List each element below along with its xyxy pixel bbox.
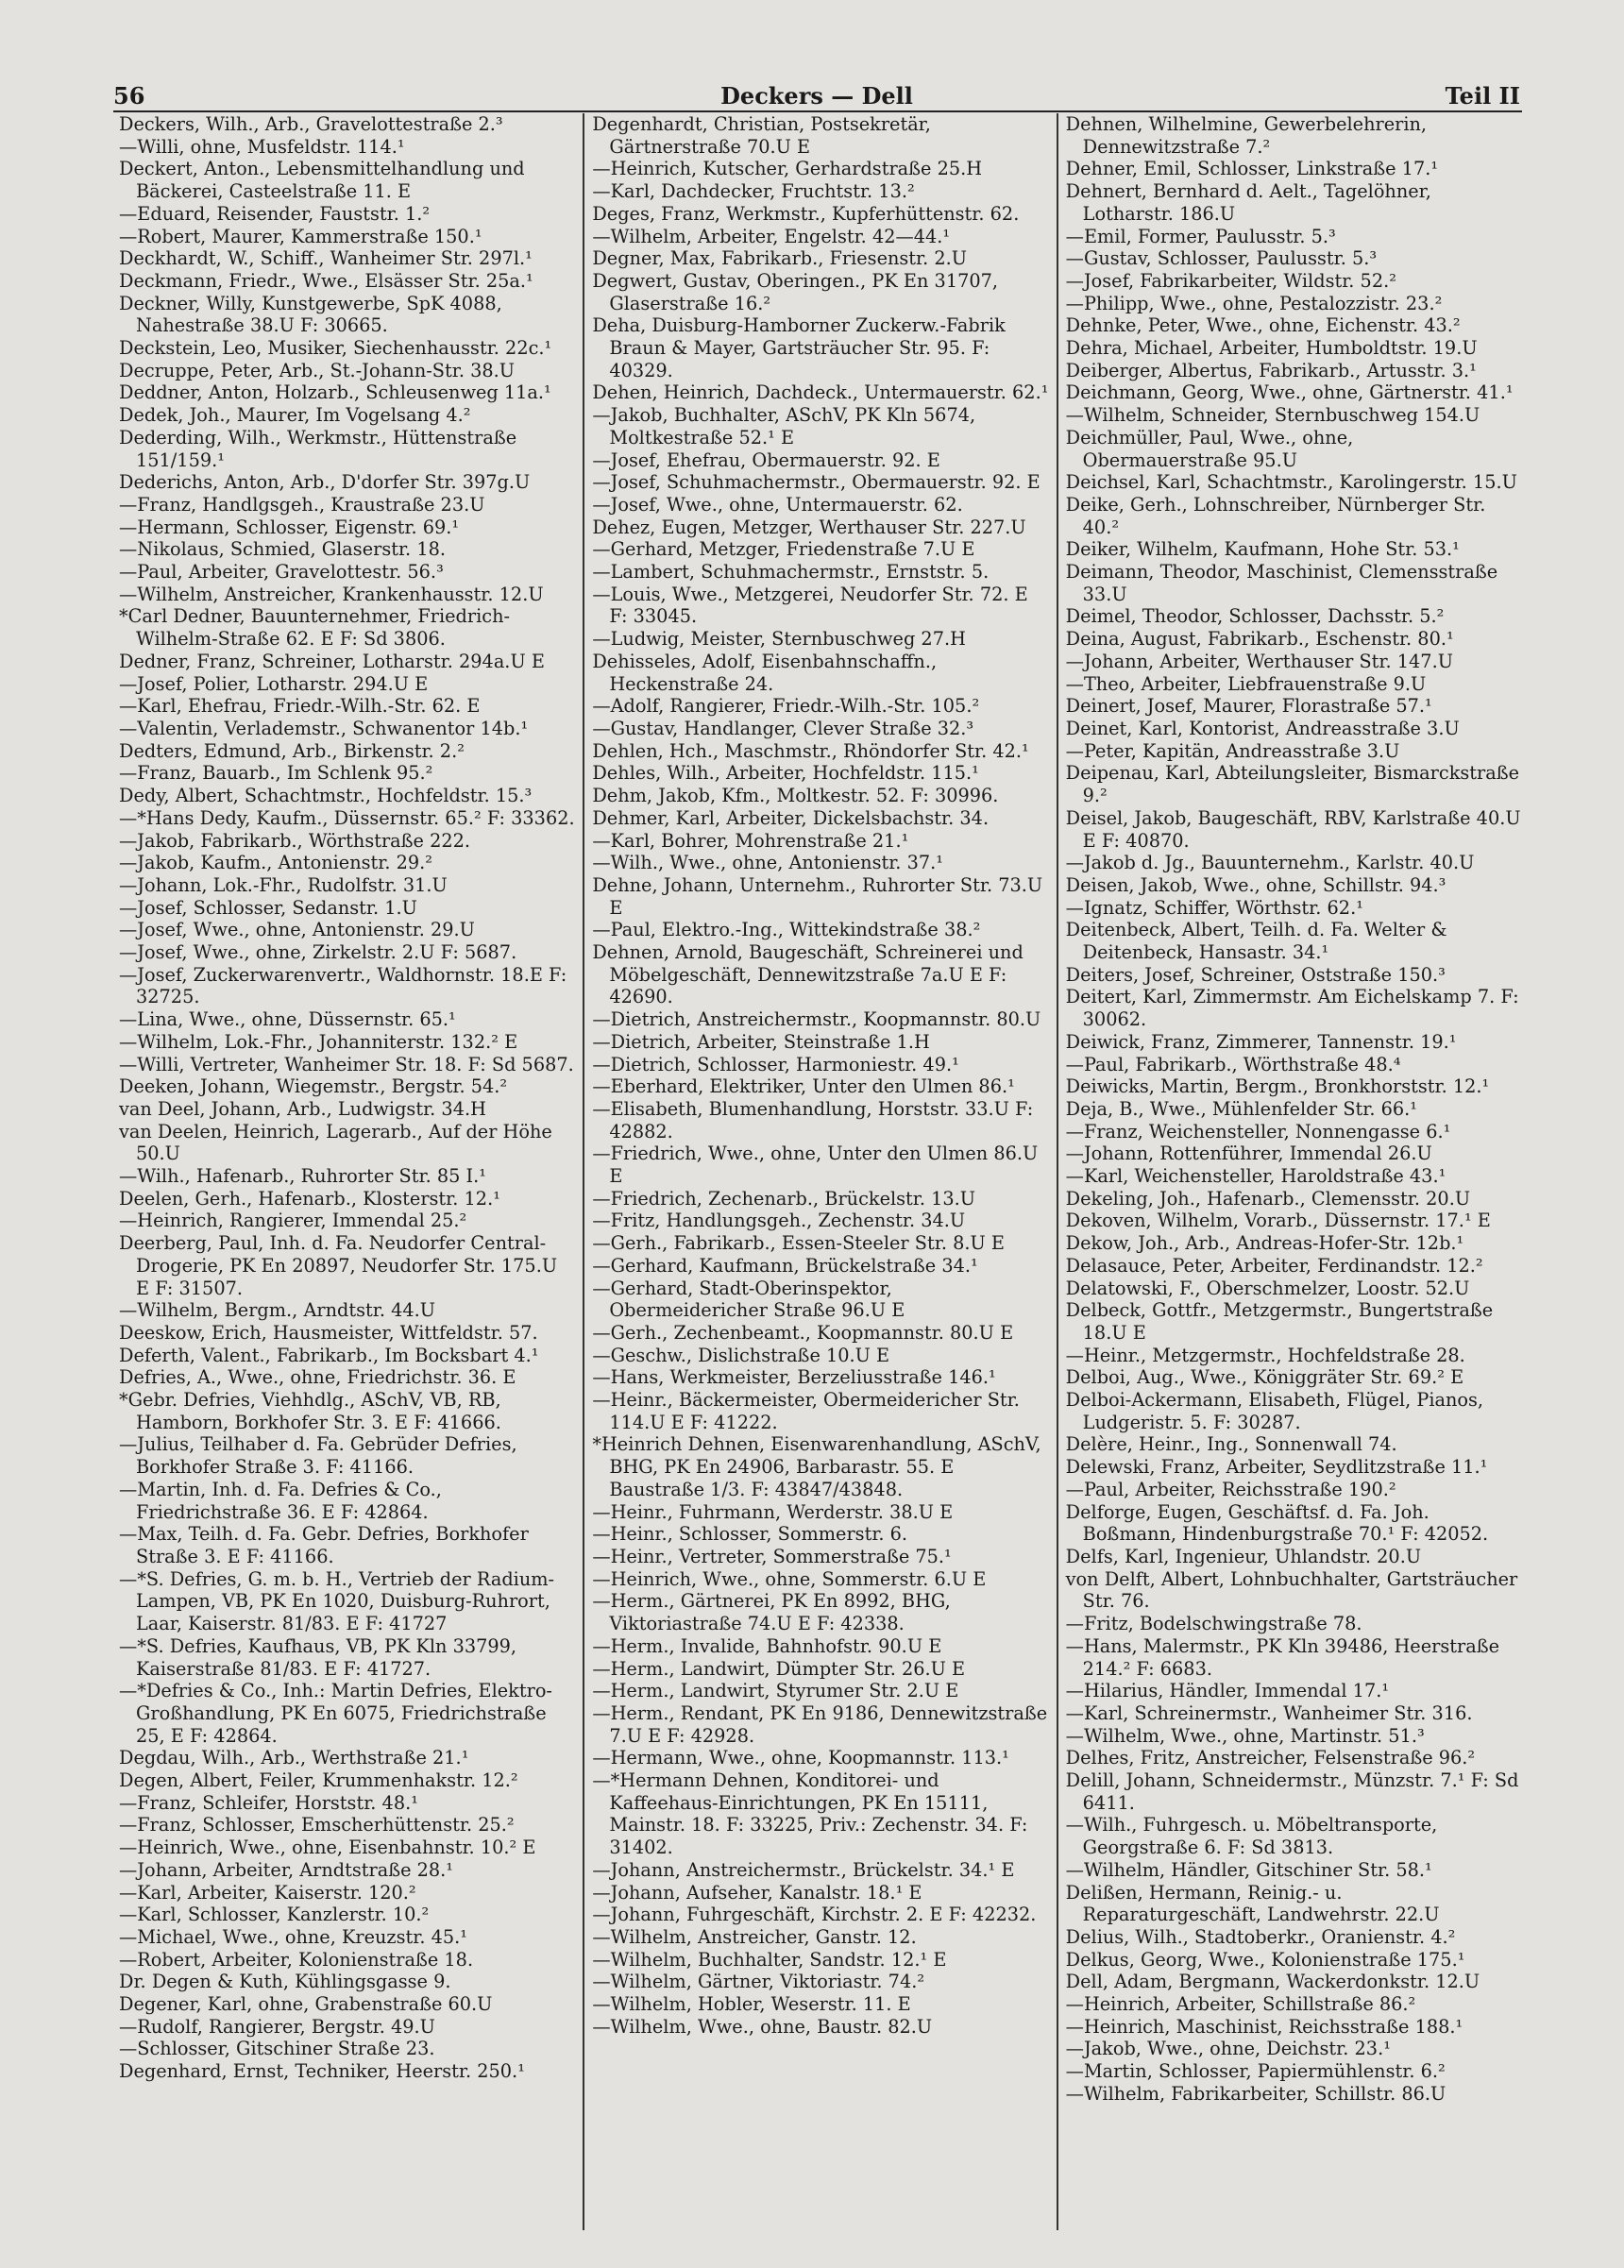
- page-header: [113, 77, 1520, 110]
- directory-entry: Deinet, Karl, Kontorist, Andreasstraße 3.U: [1065, 717, 1460, 739]
- directory-entry: Deckers, Wilh., Arb., Gravelottestraße 2.³: [119, 113, 503, 135]
- directory-entry: —Josef, Polier, Lotharstr. 294.U E: [119, 672, 429, 695]
- directory-entry: Dedek, Joh., Maurer, Im Vogelsang 4.²: [119, 404, 471, 427]
- directory-entry: Deckner, Willy, Kunstgewerbe, SpK 4088, Nahestraße 38.U F: 30665.: [119, 292, 502, 337]
- directory-entry: Dehez, Eugen, Metzger, Werthauser Str. 227.U: [592, 516, 1026, 538]
- directory-entry: Deha, Duisburg-Hamborner Zuckerw.-Fabrik Braun & Mayer, Gartsträucher Str. 95. F: 40329.: [592, 314, 1006, 381]
- columns: [111, 113, 1530, 2230]
- directory-entry: —Herm., Invalide, Bahnhofstr. 90.U E: [592, 1634, 942, 1657]
- directory-entry: —Jakob, Buchhalter, ASchV, PK Kln 5674, Moltkestraße 52.¹ E: [592, 404, 976, 449]
- directory-entry: —Max, Teilh. d. Fa. Gebr. Defries, Borkhofer Straße 3. E F: 41166.: [119, 1523, 529, 1567]
- directory-entry: —Dietrich, Schlosser, Harmoniestr. 49.¹: [592, 1053, 959, 1075]
- directory-entry: —Dietrich, Arbeiter, Steinstraße 1.H: [592, 1030, 930, 1053]
- directory-entry: Delius, Wilh., Stadtoberkr., Oranienstr. 4.²: [1065, 1925, 1456, 1948]
- directory-entry: Deiters, Josef, Schreiner, Oststraße 150.³: [1065, 963, 1446, 986]
- directory-entry: —Franz, Handlgsgeh., Kraustraße 23.U: [119, 493, 485, 516]
- directory-entry: —Paul, Arbeiter, Gravelottestr. 56.³: [119, 561, 444, 584]
- directory-entry: Dederichs, Anton, Arb., D'dorfer Str. 397g.U: [119, 471, 531, 494]
- directory-entry: —Karl, Dachdecker, Fruchtstr. 13.²: [592, 180, 915, 203]
- directory-entry: —Robert, Maurer, Kammerstraße 150.¹: [119, 225, 482, 247]
- directory-entry: —Nikolaus, Schmied, Glaserstr. 18.: [119, 538, 446, 561]
- directory-entry: —Franz, Schlosser, Emscherhüttenstr. 25.²: [119, 1814, 515, 1836]
- directory-entry: Dedy, Albert, Schachtmstr., Hochfeldstr. 15.³: [119, 785, 533, 807]
- directory-entry: von Delft, Albert, Lohnbuchhalter, Gartsträucher Str. 76.: [1065, 1567, 1518, 1613]
- directory-entry: —Gustav, Handlanger, Clever Straße 32.³: [592, 717, 974, 739]
- directory-entry: Dehles, Wilh., Arbeiter, Hochfeldstr. 115.¹: [592, 762, 979, 785]
- directory-entry: van Deel, Johann, Arb., Ludwigstr. 34.H: [119, 1097, 486, 1120]
- directory-entry: —Ignatz, Schiffer, Wörthstr. 62.¹: [1065, 896, 1363, 919]
- directory-entry: —Jakob, Kaufm., Antonienstr. 29.²: [119, 852, 433, 874]
- directory-entry: —Johann, Anstreichermstr., Brückelstr. 34.¹ E: [592, 1858, 1015, 1881]
- directory-entry: Deimel, Theodor, Schlosser, Dachsstr. 5.²: [1065, 605, 1445, 628]
- column-3: [1057, 113, 1530, 2230]
- directory-entry: —Johann, Arbeiter, Arndtstraße 28.¹: [119, 1858, 454, 1881]
- directory-entry: Deckhardt, W., Schiff., Wanheimer Str. 297l.¹: [119, 247, 533, 270]
- directory-entry: Degenhardt, Christian, Postsekretär, Gärtnerstraße 70.U E: [592, 113, 931, 158]
- directory-entry: Deeken, Johann, Wiegemstr., Bergstr. 54.²: [119, 1075, 508, 1098]
- directory-entry: Dehisseles, Adolf, Eisenbahnschaffn., Heckenstraße 24.: [592, 650, 938, 695]
- directory-entry: *Heinrich Dehnen, Eisenwarenhandlung, ASchV, BHG, PK En 24906, Barbarastr. 55. E Baustraße 1/3. F: 43847/43848.: [592, 1433, 1041, 1500]
- directory-entry: Deinert, Josef, Maurer, Florastraße 57.¹: [1065, 695, 1432, 718]
- directory-entry: —Wilhelm, Wwe., ohne, Martinstr. 51.³: [1065, 1724, 1425, 1747]
- directory-entry: —Johann, Lok.-Fhr., Rudolfstr. 31.U: [119, 873, 448, 896]
- directory-entry: —Willi, Vertreter, Wanheimer Str. 18. F: Sd 5687.: [119, 1053, 574, 1075]
- directory-entry: Dehner, Emil, Schlosser, Linkstraße 17.¹: [1065, 158, 1439, 180]
- directory-entry: Dedters, Edmund, Arb., Birkenstr. 2.²: [119, 739, 465, 762]
- directory-entry: —Wilhelm, Anstreicher, Krankenhausstr. 12.U: [119, 583, 544, 605]
- directory-entry: —Gerhard, Kaufmann, Brückelstraße 34.¹: [592, 1254, 978, 1277]
- directory-entry: Dederding, Wilh., Werkmstr., Hüttenstraße 151/159.¹: [119, 426, 517, 471]
- directory-entry: Delill, Johann, Schneidermstr., Münzstr. 7.¹ F: Sd 6411.: [1065, 1769, 1519, 1814]
- directory-entry: —Josef, Wwe., ohne, Zirkelstr. 2.U F: 5687.: [119, 941, 517, 964]
- directory-entry: —Peter, Kapitän, Andreasstraße 3.U: [1065, 739, 1400, 762]
- directory-entry: —*S. Defries, Kaufhaus, VB, PK Kln 33799, Kaiserstraße 81/83. E F: 41727.: [119, 1634, 517, 1680]
- directory-entry: —*Hans Dedy, Kaufm., Düssernstr. 65.² F: 33362.: [119, 806, 575, 829]
- column-1: [111, 113, 583, 2230]
- directory-entry: —Josef, Wwe., ohne, Untermauerstr. 62.: [592, 493, 963, 516]
- directory-entry: —*Hermann Dehnen, Konditorei- und Kaffeehaus-Einrichtungen, PK En 15111, Mainstr. 18. F: 33225, Priv.: Zechenstr. 34. F: 31402.: [592, 1769, 1028, 1859]
- directory-entry: Deiker, Wilhelm, Kaufmann, Hohe Str. 53.¹: [1065, 538, 1460, 561]
- directory-entry: —Johann, Fuhrgeschäft, Kirchstr. 2. E F: 42232.: [592, 1904, 1037, 1926]
- directory-entry: —Wilh., Fuhrgesch. u. Möbeltransporte, Georgstraße 6. F: Sd 3813.: [1065, 1814, 1438, 1859]
- directory-entry: —Lina, Wwe., ohne, Düssernstr. 65.¹: [119, 1008, 456, 1031]
- page-number: 56: [113, 82, 145, 110]
- directory-entry: Delatowski, F., Oberschmelzer, Loostr. 52.U: [1065, 1277, 1470, 1299]
- directory-entry: —Heinrich, Arbeiter, Schillstraße 86.²: [1065, 1993, 1416, 2016]
- directory-entry: Deisen, Jakob, Wwe., ohne, Schillstr. 94.³: [1065, 873, 1446, 896]
- directory-entry: Degwert, Gustav, Oberingen., PK En 31707, Glaserstraße 16.²: [592, 269, 999, 314]
- directory-entry: Deckert, Anton., Lebensmittelhandlung und Bäckerei, Casteelstraße 11. E: [119, 158, 525, 203]
- directory-entry: Decruppe, Peter, Arb., St.-Johann-Str. 38.U: [119, 359, 515, 381]
- directory-entry: Degner, Max, Fabrikarb., Friesenstr. 2.U: [592, 247, 968, 270]
- directory-entry: Deitenbeck, Albert, Teilh. d. Fa. Welter & Deitenbeck, Hansastr. 34.¹: [1065, 919, 1447, 964]
- directory-entry: —Jakob, Fabrikarb., Wörthstraße 222.: [119, 829, 471, 852]
- directory-entry: —Karl, Schlosser, Kanzlerstr. 10.²: [119, 1904, 430, 1926]
- directory-entry: —Gerhard, Stadt-Oberinspektor, Obermeidericher Straße 96.U E: [592, 1277, 905, 1322]
- directory-entry: Deferth, Valent., Fabrikarb., Im Bocksbart 4.¹: [119, 1344, 539, 1366]
- directory-entry: Delasauce, Peter, Arbeiter, Ferdinandstr. 12.²: [1065, 1254, 1483, 1277]
- directory-entry: —Wilhelm, Schneider, Sternbuschweg 154.U: [1065, 404, 1480, 427]
- directory-entry: —Heinr., Bäckermeister, Obermeidericher Str. 114.U E F: 41222.: [592, 1389, 1020, 1433]
- directory-entry: Degener, Karl, ohne, Grabenstraße 60.U: [119, 1993, 493, 2016]
- directory-entry: Deisel, Jakob, Baugeschäft, RBV, Karlstraße 40.U E F: 40870.: [1065, 806, 1521, 852]
- directory-entry: Deiwick, Franz, Zimmerer, Tannenstr. 19.¹: [1065, 1030, 1457, 1053]
- directory-entry: —Heinrich, Kutscher, Gerhardstraße 25.H: [592, 158, 983, 180]
- directory-entry: —Johann, Aufseher, Kanalstr. 18.¹ E: [592, 1881, 922, 1904]
- directory-entry: —Wilhelm, Buchhalter, Sandstr. 12.¹ E: [592, 1948, 947, 1971]
- directory-entry: —Gerhard, Metzger, Friedenstraße 7.U E: [592, 538, 975, 561]
- directory-entry: Dehm, Jakob, Kfm., Moltkestr. 52. F: 30996.: [592, 785, 999, 807]
- directory-entry: —Willi, ohne, Musfeldstr. 114.¹: [119, 135, 405, 158]
- directory-entry: —Wilhelm, Arbeiter, Engelstr. 42—44.¹: [592, 225, 951, 247]
- directory-entry: —Josef, Fabrikarbeiter, Wildstr. 52.²: [1065, 269, 1396, 292]
- directory-entry: —Eduard, Reisender, Fauststr. 1.²: [119, 202, 431, 225]
- directory-entry: —*Defries & Co., Inh.: Martin Defries, Elektro-Großhandlung, PK En 6075, Friedrichstraße 25, E F: 42864.: [119, 1680, 552, 1747]
- directory-entry: —Hermann, Schlosser, Eigenstr. 69.¹: [119, 516, 460, 538]
- directory-entry: —Josef, Ehefrau, Obermauerstr. 92. E: [592, 449, 940, 471]
- directory-entry: *Carl Dedner, Bauunternehmer, Friedrich-Wilhelm-Straße 62. E F: Sd 3806.: [119, 605, 511, 651]
- directory-entry: —Paul, Elektro.-Ing., Wittekindstraße 38.²: [592, 919, 981, 941]
- directory-entry: Deckmann, Friedr., Wwe., Elsässer Str. 25a.¹: [119, 269, 533, 292]
- directory-entry: Deja, B., Wwe., Mühlenfelder Str. 66.¹: [1065, 1097, 1418, 1120]
- directory-entry: —Heinrich, Wwe., ohne, Eisenbahnstr. 10.² E: [119, 1836, 536, 1859]
- directory-entry: —Gerh., Zechenbeamt., Koopmannstr. 80.U E: [592, 1321, 1014, 1344]
- directory-entry: —Wilhelm, Lok.-Fhr., Johanniterstr. 132.² E: [119, 1030, 518, 1053]
- directory-entry: Delboi, Aug., Wwe., Königgräter Str. 69.² E: [1065, 1366, 1464, 1389]
- directory-entry: —Franz, Bauarb., Im Schlenk 95.²: [119, 762, 433, 785]
- directory-entry: —Wilhelm, Hobler, Weserstr. 11. E: [592, 1993, 911, 2016]
- directory-entry: —Karl, Ehefrau, Friedr.-Wilh.-Str. 62. E: [119, 695, 481, 718]
- directory-entry: Delère, Heinr., Ing., Sonnenwall 74.: [1065, 1433, 1397, 1456]
- directory-entry: Delboi-Ackermann, Elisabeth, Flügel, Pianos, Ludgeristr. 5. F: 30287.: [1065, 1389, 1484, 1433]
- directory-entry: —Heinrich, Rangierer, Immendal 25.²: [119, 1210, 467, 1232]
- directory-entry: —*S. Defries, G. m. b. H., Vertrieb der Radium-Lampen, VB, PK En 1020, Duisburg-Ruhrort, Laar, Kaiserstr. 81/83. E F: 41727: [119, 1567, 555, 1635]
- directory-entry: —Paul, Fabrikarb., Wörthstraße 48.⁴: [1065, 1053, 1401, 1075]
- directory-entry: —Paul, Arbeiter, Reichsstraße 190.²: [1065, 1478, 1396, 1500]
- directory-entry: Deiwicks, Martin, Bergm., Bronkhorststr. 12.¹: [1065, 1075, 1490, 1098]
- directory-entry: —Philipp, Wwe., ohne, Pestalozzistr. 23.²: [1065, 292, 1443, 314]
- directory-entry: —Josef, Schlosser, Sedanstr. 1.U: [119, 896, 417, 919]
- directory-entry: *Gebr. Defries, Viehhdlg., ASchV, VB, RB, Hamborn, Borkhofer Str. 3. E F: 41666.: [119, 1389, 501, 1433]
- directory-entry: Deike, Gerh., Lohnschreiber, Nürnberger Str. 40.²: [1065, 493, 1486, 538]
- directory-entry: Dehnert, Bernhard d. Aelt., Tagelöhner, Lotharstr. 186.U: [1065, 180, 1431, 225]
- directory-entry: —Gerh., Fabrikarb., Essen-Steeler Str. 8.U E: [592, 1232, 1005, 1255]
- directory-entry: Deiberger, Albertus, Fabrikarb., Artusstr. 3.¹: [1065, 359, 1477, 381]
- directory-entry: —Elisabeth, Blumenhandlung, Horststr. 33.U F: 42882.: [592, 1097, 1034, 1142]
- directory-entry: Deeskow, Erich, Hausmeister, Wittfeldstr. 57.: [119, 1321, 538, 1344]
- header-rule: [113, 110, 1522, 112]
- directory-entry: —Herm., Gärtnerei, PK En 8992, BHG, Viktoriastraße 74.U E F: 42338.: [592, 1590, 951, 1635]
- directory-entry: —Adolf, Rangierer, Friedr.-Wilh.-Str. 105.²: [592, 695, 980, 718]
- directory-entry: —Johann, Arbeiter, Werthauser Str. 147.U: [1065, 650, 1453, 672]
- directory-entry: —Herm., Landwirt, Styrumer Str. 2.U E: [592, 1680, 959, 1702]
- directory-entry: —Julius, Teilhaber d. Fa. Gebrüder Defries, Borkhofer Straße 3. F: 41166.: [119, 1433, 517, 1479]
- directory-entry: —Heinr., Schlosser, Sommerstr. 6.: [592, 1523, 908, 1546]
- directory-entry: Deichmann, Georg, Wwe., ohne, Gärtnerstr. 41.¹: [1065, 381, 1514, 404]
- page-part: Teil II: [1445, 82, 1520, 110]
- directory-entry: —Jakob d. Jg., Bauunternehm., Karlstr. 40.U: [1065, 852, 1475, 874]
- directory-entry: —Franz, Weichensteller, Nonnengasse 6.¹: [1065, 1120, 1451, 1142]
- directory-entry: —Wilhelm, Gärtner, Viktoriastr. 74.²: [592, 1971, 925, 1993]
- directory-entry: Dekow, Joh., Arb., Andreas-Hofer-Str. 12b.¹: [1065, 1232, 1464, 1255]
- directory-entry: —Wilhelm, Fabrikarbeiter, Schillstr. 86.U: [1065, 2082, 1446, 2105]
- directory-entry: Delkus, Georg, Wwe., Kolonienstraße 175.¹: [1065, 1948, 1465, 1971]
- directory-entry: Degen, Albert, Feiler, Krummenhakstr. 12.²: [119, 1769, 518, 1792]
- directory-entry: Delfs, Karl, Ingenieur, Uhlandstr. 20.U: [1065, 1546, 1422, 1567]
- directory-entry: —Lambert, Schuhmachermstr., Ernststr. 5.: [592, 561, 990, 584]
- directory-entry: —Herm., Rendant, PK En 9186, Dennewitzstraße 7.U E F: 42928.: [592, 1701, 1048, 1747]
- directory-entry: —Eberhard, Elektriker, Unter den Ulmen 86.¹: [592, 1075, 1015, 1098]
- directory-entry: Deges, Franz, Werkmstr., Kupferhüttenstr. 62.: [592, 202, 1020, 225]
- directory-entry: —Josef, Schuhmachermstr., Obermauerstr. 92. E: [592, 471, 1040, 494]
- directory-entry: Dehlen, Hch., Maschmstr., Rhöndorfer Str. 42.¹: [592, 739, 1029, 762]
- directory-entry: Dehnen, Arnold, Baugeschäft, Schreinerei und Möbelgeschäft, Dennewitzstraße 7a.U E F: 42690.: [592, 941, 1023, 1008]
- directory-entry: —Johann, Rottenführer, Immendal 26.U: [1065, 1142, 1432, 1165]
- directory-entry: —Wilhelm, Wwe., ohne, Baustr. 82.U: [592, 2015, 933, 2038]
- directory-entry: —Josef, Wwe., ohne, Antonienstr. 29.U: [119, 919, 475, 941]
- directory-entry: Dehen, Heinrich, Dachdeck., Untermauerstr. 62.¹: [592, 381, 1049, 404]
- directory-entry: Dehnke, Peter, Wwe., ohne, Eichenstr. 43.²: [1065, 314, 1461, 337]
- directory-entry: —Josef, Zuckerwarenvertr., Waldhornstr. 18.E F: 32725.: [119, 963, 567, 1008]
- directory-entry: Dehnen, Wilhelmine, Gewerbelehrerin, Dennewitzstraße 7.²: [1065, 113, 1428, 158]
- directory-entry: —Franz, Schleifer, Horststr. 48.¹: [119, 1791, 418, 1814]
- directory-entry: —Gustav, Schlosser, Paulusstr. 5.³: [1065, 247, 1378, 270]
- directory-entry: —Theo, Arbeiter, Liebfrauenstraße 9.U: [1065, 672, 1427, 695]
- directory-entry: Deckstein, Leo, Musiker, Siechenhausstr. 22c.¹: [119, 337, 552, 360]
- directory-entry: —Herm., Landwirt, Dümpter Str. 26.U E: [592, 1657, 966, 1680]
- directory-entry: —Wilh., Wwe., ohne, Antonienstr. 37.¹: [592, 852, 943, 874]
- directory-entry: —Friedrich, Wwe., ohne, Unter den Ulmen 86.U E: [592, 1142, 1039, 1188]
- directory-entry: —Dietrich, Anstreichermstr., Koopmannstr. 80.U: [592, 1008, 1041, 1031]
- directory-entry: —Ludwig, Meister, Sternbuschweg 27.H: [592, 628, 966, 651]
- directory-entry: —Hans, Malermstr., PK Kln 39486, Heerstraße 214.² F: 6683.: [1065, 1634, 1499, 1680]
- directory-entry: —Geschw., Dislichstraße 10.U E: [592, 1344, 890, 1366]
- directory-entry: —Louis, Wwe., Metzgerei, Neudorfer Str. 72. E F: 33045.: [592, 583, 1028, 628]
- directory-entry: Degdau, Wilh., Arb., Werthstraße 21.¹: [119, 1747, 469, 1769]
- directory-entry: Delewski, Franz, Arbeiter, Seydlitzstraße 11.¹: [1065, 1456, 1488, 1479]
- directory-entry: Delißen, Hermann, Reinig.- u. Reparaturgeschäft, Landwehrstr. 22.U: [1065, 1881, 1440, 1926]
- directory-entry: Delhes, Fritz, Anstreicher, Felsenstraße 96.²: [1065, 1747, 1476, 1769]
- directory-entry: —Heinr., Fuhrmann, Werderstr. 38.U E: [592, 1500, 954, 1523]
- directory-entry: —Heinr., Vertreter, Sommerstraße 75.¹: [592, 1546, 952, 1567]
- directory-entry: —Karl, Weichensteller, Haroldstraße 43.¹: [1065, 1165, 1446, 1188]
- directory-entry: —Martin, Inh. d. Fa. Defries & Co., Friedrichstraße 36. E F: 42864.: [119, 1478, 442, 1523]
- directory-entry: —Martin, Schlosser, Papiermühlenstr. 6.²: [1065, 2060, 1446, 2083]
- directory-entry: Defries, A., Wwe., ohne, Friedrichstr. 36. E: [119, 1366, 516, 1389]
- column-2: [583, 113, 1056, 2230]
- directory-entry: Dehne, Johann, Unternehm., Ruhrorter Str. 73.U E: [592, 873, 1043, 919]
- directory-entry: —Hermann, Wwe., ohne, Koopmannstr. 113.¹: [592, 1747, 1009, 1769]
- directory-entry: —Friedrich, Zechenarb., Brückelstr. 13.U: [592, 1187, 976, 1210]
- directory-entry: —Hans, Werkmeister, Berzeliusstraße 146.¹: [592, 1366, 996, 1389]
- directory-entry: Deddner, Anton, Holzarb., Schleusenweg 11a.¹: [119, 381, 551, 404]
- directory-entry: Dr. Degen & Kuth, Kühlingsgasse 9.: [119, 1971, 451, 1993]
- directory-entry: —Rudolf, Rangierer, Bergstr. 49.U: [119, 2015, 435, 2038]
- directory-entry: Degenhard, Ernst, Techniker, Heerstr. 250.¹: [119, 2060, 525, 2083]
- directory-entry: —Jakob, Wwe., ohne, Deichstr. 23.¹: [1065, 2038, 1391, 2060]
- directory-entry: Dehmer, Karl, Arbeiter, Dickelsbachstr. 34.: [592, 806, 990, 829]
- directory-entry: —Heinrich, Wwe., ohne, Sommerstr. 6.U E: [592, 1567, 987, 1590]
- directory-entry: —Michael, Wwe., ohne, Kreuzstr. 45.¹: [119, 1925, 467, 1948]
- directory-entry: Delforge, Eugen, Geschäftsf. d. Fa. Joh. Boßmann, Hindenburgstraße 70.¹ F: 42052.: [1065, 1500, 1489, 1546]
- page-title: Deckers — Dell: [720, 82, 913, 110]
- directory-entry: Deichsel, Karl, Schachtmstr., Karolingerstr. 15.U: [1065, 471, 1517, 494]
- directory-entry: —Robert, Arbeiter, Kolonienstraße 18.: [119, 1948, 474, 1971]
- directory-entry: —Fritz, Bodelschwingstraße 78.: [1065, 1613, 1362, 1635]
- directory-entry: Deina, August, Fabrikarb., Eschenstr. 80.¹: [1065, 628, 1454, 651]
- directory-entry: Dehra, Michael, Arbeiter, Humboldtstr. 19.U: [1065, 337, 1478, 360]
- directory-entry: Deerberg, Paul, Inh. d. Fa. Neudorfer Central-Drogerie, PK En 20897, Neudorfer Str. 175.U E F: 31507.: [119, 1232, 558, 1299]
- directory-entry: —Karl, Arbeiter, Kaiserstr. 120.²: [119, 1881, 416, 1904]
- directory-entry: Delbeck, Gottfr., Metzgermstr., Bungertstraße 18.U E: [1065, 1299, 1494, 1344]
- directory-entry: van Deelen, Heinrich, Lagerarb., Auf der Höhe 50.U: [119, 1120, 552, 1165]
- directory-entry: Dekeling, Joh., Hafenarb., Clemensstr. 20.U: [1065, 1187, 1471, 1210]
- directory-entry: —Wilhelm, Anstreicher, Ganstr. 12.: [592, 1925, 917, 1948]
- directory-entry: —Hilarius, Händler, Immendal 17.¹: [1065, 1680, 1390, 1702]
- directory-entry: —Emil, Former, Paulusstr. 5.³: [1065, 225, 1336, 247]
- directory-entry: Deichmüller, Paul, Wwe., ohne, Obermauerstraße 95.U: [1065, 426, 1354, 471]
- directory-entry: Dekoven, Wilhelm, Vorarb., Düssernstr. 17.¹ E: [1065, 1210, 1491, 1232]
- directory-entry: Dedner, Franz, Schreiner, Lotharstr. 294a.U E: [119, 650, 545, 672]
- directory-entry: —Heinr., Metzgermstr., Hochfeldstraße 28.: [1065, 1344, 1465, 1366]
- directory-entry: —Heinrich, Maschinist, Reichsstraße 188.¹: [1065, 2015, 1463, 2038]
- directory-entry: —Wilhelm, Händler, Gitschiner Str. 58.¹: [1065, 1858, 1432, 1881]
- directory-entry: —Karl, Schreinermstr., Wanheimer Str. 316.: [1065, 1701, 1473, 1724]
- directory-entry: —Fritz, Handlungsgeh., Zechenstr. 34.U: [592, 1210, 966, 1232]
- directory-entry: —Wilh., Hafenarb., Ruhrorter Str. 85 I.¹: [119, 1165, 486, 1188]
- directory-entry: Deipenau, Karl, Abteilungsleiter, Bismarckstraße 9.²: [1065, 762, 1520, 807]
- directory-entry: Deitert, Karl, Zimmermstr. Am Eichelskamp 7. F: 30062.: [1065, 986, 1519, 1031]
- directory-entry: Dell, Adam, Bergmann, Wackerdonkstr. 12.U: [1065, 1971, 1480, 1993]
- directory-entry: —Wilhelm, Bergm., Arndtstr. 44.U: [119, 1299, 436, 1322]
- directory-entry: —Valentin, Verlademstr., Schwanentor 14b.¹: [119, 717, 529, 739]
- directory-entry: Deelen, Gerh., Hafenarb., Klosterstr. 12.¹: [119, 1187, 500, 1210]
- directory-entry: —Karl, Bohrer, Mohrenstraße 21.¹: [592, 829, 909, 852]
- directory-entry: —Schlosser, Gitschiner Straße 23.: [119, 2038, 435, 2060]
- directory-entry: Deimann, Theodor, Maschinist, Clemensstraße 33.U: [1065, 561, 1498, 605]
